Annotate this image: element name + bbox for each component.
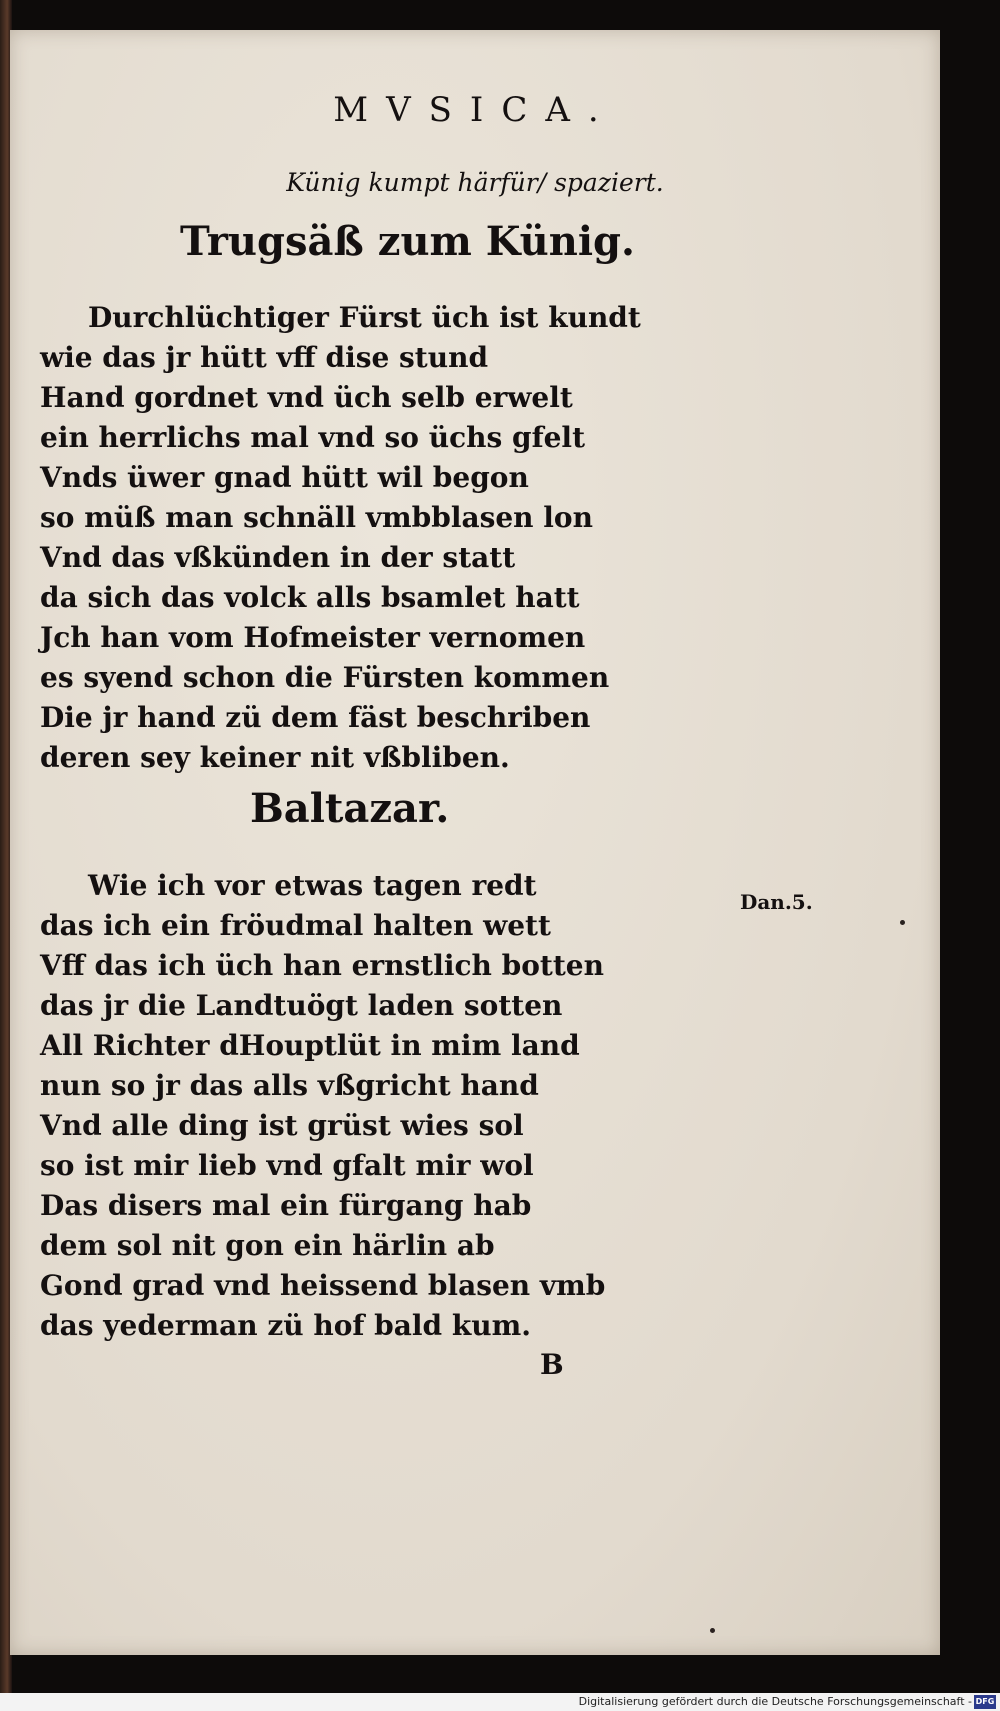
verse-line: All Richter dHouptlüt in mim land	[40, 1029, 580, 1062]
verse-line: wie das jr hütt vff dise stund	[40, 341, 489, 374]
book-page	[10, 30, 940, 1655]
speaker-heading-baltazar: Baltazar.	[250, 785, 450, 832]
verse-line: Vnd alle ding ist grüst wies sol	[40, 1109, 524, 1142]
verse-line: Das disers mal ein fürgang hab	[40, 1189, 532, 1222]
verse-line: Vff das ich üch han ernstlich botten	[40, 949, 604, 982]
verse-line: das ich ein fröudmal halten wett	[40, 909, 551, 942]
verse-line: deren sey keiner nit vßbliben.	[40, 741, 510, 774]
footer-bar	[0, 1693, 1000, 1711]
verse-line: Durchlüchtiger Fürst üch ist kundt	[88, 301, 641, 334]
verse-line: Vnd das vßkünden in der statt	[40, 541, 516, 574]
verse-line: Gond grad vnd heissend blasen vmb	[40, 1269, 606, 1302]
verse-line: das jr die Landtuögt laden sotten	[40, 989, 563, 1022]
verse-line: das yederman zü hof bald kum.	[40, 1309, 531, 1342]
verse-line: so ist mir lieb vnd gfalt mir wol	[40, 1149, 534, 1182]
verse-line: Vnds üwer gnad hütt wil begon	[40, 461, 529, 494]
verse-line: dem sol nit gon ein härlin ab	[40, 1229, 495, 1262]
signature-mark: B	[540, 1348, 564, 1381]
verse-block-1	[40, 298, 641, 778]
verse-line: Jch han vom Hofmeister vernomen	[40, 621, 586, 654]
margin-note: Dan.5.	[740, 890, 813, 914]
footer-credit: Digitalisierung gefördert durch die Deutsche Forschungsgemeinschaft -	[578, 1695, 972, 1708]
running-head: MVSICA.	[333, 90, 617, 130]
verse-line: Hand gordnet vnd üch selb erwelt	[40, 381, 573, 414]
verse-line: so müß man schnäll vmbblasen lon	[40, 501, 593, 534]
verse-line: da sich das volck alls bsamlet hatt	[40, 581, 580, 614]
dfg-logo-icon: DFG	[974, 1695, 996, 1709]
verse-line: ein herrlichs mal vnd so üchs gfelt	[40, 421, 586, 454]
verse-line: Wie ich vor etwas tagen redt	[88, 869, 537, 902]
verse-line: nun so jr das alls vßgricht hand	[40, 1069, 539, 1102]
verse-line: es syend schon die Fürsten kommen	[40, 661, 610, 694]
verse-line: Die jr hand zü dem fäst beschriben	[40, 701, 591, 734]
verse-block-2	[40, 866, 605, 1346]
speaker-heading-trugsaess: Trugsäß zum Künig.	[180, 218, 635, 265]
stage-direction: Künig kumpt härfür/ spaziert.	[286, 168, 664, 197]
ink-speck	[710, 1628, 715, 1633]
ink-speck	[900, 920, 905, 925]
